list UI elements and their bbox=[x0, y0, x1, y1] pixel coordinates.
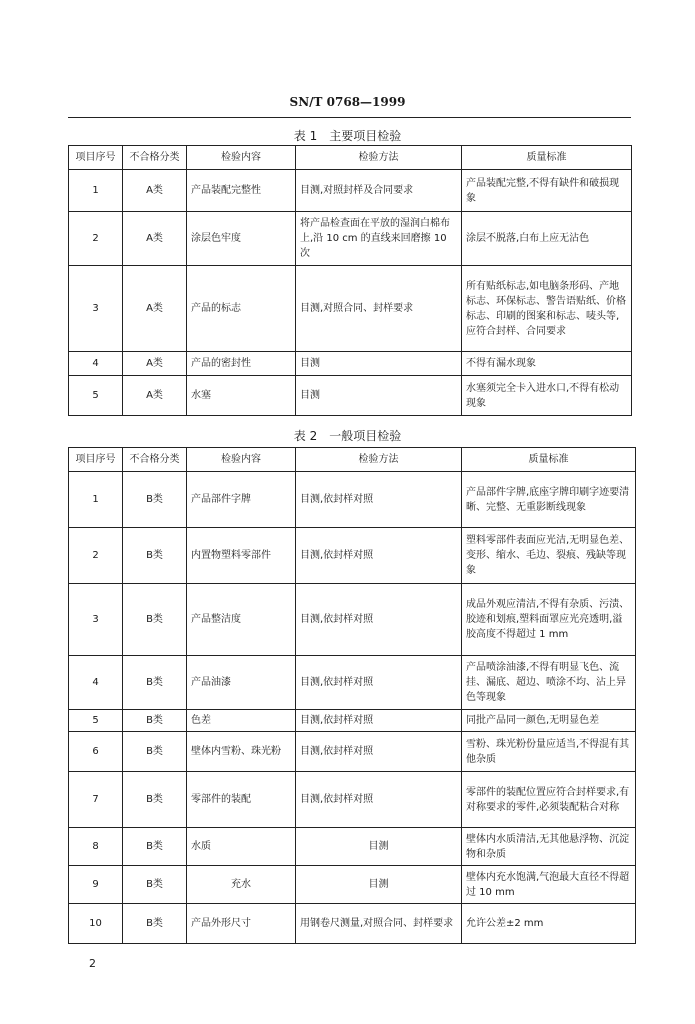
header-rule bbox=[68, 117, 631, 118]
standard-cell: 水塞须完全卡入进水口,不得有松动现象 bbox=[462, 376, 632, 416]
table-row bbox=[69, 528, 636, 584]
table1-col-header: 质量标准 bbox=[462, 146, 632, 170]
item-no-cell: 4 bbox=[69, 352, 123, 376]
standard-cell: 壁体内充水饱满,气泡最大直径不得超过 10 mm bbox=[462, 866, 636, 904]
category-cell: B类 bbox=[123, 904, 187, 944]
content-cell: 充水 bbox=[187, 866, 296, 904]
table2-col-header: 项目序号 bbox=[69, 448, 123, 472]
standard-cell: 雪粉、珠光粉份量应适当,不得混有其他杂质 bbox=[462, 732, 636, 772]
table-row bbox=[69, 472, 636, 528]
standard-cell: 壁体内水质清洁,无其他悬浮物、沉淀物和杂质 bbox=[462, 828, 636, 866]
method-cell: 目测 bbox=[296, 828, 462, 866]
standard-cell: 所有贴纸标志,如电脑条形码、产地标志、环保标志、警告语贴纸、价格标志、印刷的图案和标志、唛头等,应符合封样、合同要求 bbox=[462, 266, 632, 352]
item-no-cell: 8 bbox=[69, 828, 123, 866]
category-cell: B类 bbox=[123, 584, 187, 656]
table1-col-header: 检验内容 bbox=[187, 146, 296, 170]
standard-cell: 产品装配完整,不得有缺件和破损现象 bbox=[462, 170, 632, 212]
item-no-cell: 7 bbox=[69, 772, 123, 828]
content-cell: 壁体内雪粉、珠光粉 bbox=[187, 732, 296, 772]
content-cell: 色差 bbox=[187, 710, 296, 732]
method-cell: 目测,依封样对照 bbox=[296, 656, 462, 710]
item-no-cell: 4 bbox=[69, 656, 123, 710]
item-no-cell: 10 bbox=[69, 904, 123, 944]
content-cell: 内置物塑料零部件 bbox=[187, 528, 296, 584]
method-cell: 目测,依封样对照 bbox=[296, 528, 462, 584]
standard-cell: 零部件的装配位置应符合封样要求,有对称要求的零件,必须装配粘合对称 bbox=[462, 772, 636, 828]
content-cell: 水塞 bbox=[187, 376, 296, 416]
table1-header-row bbox=[69, 146, 632, 170]
content-cell: 产品外形尺寸 bbox=[187, 904, 296, 944]
table-row bbox=[69, 732, 636, 772]
item-no-cell: 5 bbox=[69, 710, 123, 732]
content-cell: 产品部件字牌 bbox=[187, 472, 296, 528]
content-cell: 涂层色牢度 bbox=[187, 212, 296, 266]
table-row bbox=[69, 170, 632, 212]
content-cell: 产品的标志 bbox=[187, 266, 296, 352]
table-row bbox=[69, 772, 636, 828]
method-cell: 目测,依封样对照 bbox=[296, 472, 462, 528]
table2-header-row bbox=[69, 448, 636, 472]
table1-col-header: 不合格分类 bbox=[123, 146, 187, 170]
table2-general-inspection bbox=[68, 447, 636, 944]
content-cell: 水质 bbox=[187, 828, 296, 866]
item-no-cell: 2 bbox=[69, 212, 123, 266]
method-cell: 将产品检查面在平放的湿润白棉布上,沿 10 cm 的直线来回磨擦 10 次 bbox=[296, 212, 462, 266]
table-row bbox=[69, 266, 632, 352]
method-cell: 目测,依封样对照 bbox=[296, 772, 462, 828]
table-row bbox=[69, 904, 636, 944]
standard-cell: 产品喷涂油漆,不得有明显飞色、流挂、漏底、超边、喷涂不均、沾上异色等现象 bbox=[462, 656, 636, 710]
item-no-cell: 3 bbox=[69, 266, 123, 352]
content-cell: 产品装配完整性 bbox=[187, 170, 296, 212]
table1-col-header: 项目序号 bbox=[69, 146, 123, 170]
category-cell: A类 bbox=[123, 376, 187, 416]
category-cell: B类 bbox=[123, 732, 187, 772]
category-cell: A类 bbox=[123, 266, 187, 352]
method-cell: 目测 bbox=[296, 866, 462, 904]
item-no-cell: 3 bbox=[69, 584, 123, 656]
table-row bbox=[69, 828, 636, 866]
method-cell: 目测 bbox=[296, 352, 462, 376]
item-no-cell: 1 bbox=[69, 170, 123, 212]
table2-col-header: 检验内容 bbox=[187, 448, 296, 472]
table-row bbox=[69, 710, 636, 732]
standard-cell: 允许公差±2 mm bbox=[462, 904, 636, 944]
standard-cell: 不得有漏水现象 bbox=[462, 352, 632, 376]
table2-caption: 表 2 一般项目检验 bbox=[293, 429, 402, 443]
page-number: 2 bbox=[89, 957, 96, 970]
method-cell: 目测,依封样对照 bbox=[296, 584, 462, 656]
content-cell: 产品整洁度 bbox=[187, 584, 296, 656]
item-no-cell: 9 bbox=[69, 866, 123, 904]
standard-cell: 涂层不脱落,白布上应无沾色 bbox=[462, 212, 632, 266]
category-cell: B类 bbox=[123, 528, 187, 584]
method-cell: 用钢卷尺测量,对照合同、封样要求 bbox=[296, 904, 462, 944]
standard-cell: 产品部件字牌,底座字牌印刷字迹要清晰、完整、无重影断线现象 bbox=[462, 472, 636, 528]
category-cell: A类 bbox=[123, 352, 187, 376]
table-row bbox=[69, 866, 636, 904]
item-no-cell: 5 bbox=[69, 376, 123, 416]
item-no-cell: 2 bbox=[69, 528, 123, 584]
method-cell: 目测,对照合同、封样要求 bbox=[296, 266, 462, 352]
table2-col-header: 不合格分类 bbox=[123, 448, 187, 472]
standard-cell: 同批产品同一颜色,无明显色差 bbox=[462, 710, 636, 732]
content-cell: 产品的密封性 bbox=[187, 352, 296, 376]
category-cell: B类 bbox=[123, 656, 187, 710]
category-cell: B类 bbox=[123, 866, 187, 904]
method-cell: 目测,依封样对照 bbox=[296, 732, 462, 772]
method-cell: 目测 bbox=[296, 376, 462, 416]
table-row bbox=[69, 656, 636, 710]
item-no-cell: 1 bbox=[69, 472, 123, 528]
table-row bbox=[69, 584, 636, 656]
standard-code: SN/T 0768—1999 bbox=[289, 95, 406, 109]
table-row bbox=[69, 352, 632, 376]
table-row bbox=[69, 212, 632, 266]
table2-col-header: 检验方法 bbox=[296, 448, 462, 472]
table2-col-header: 质量标准 bbox=[462, 448, 636, 472]
table1-caption: 表 1 主要项目检验 bbox=[293, 129, 402, 143]
category-cell: B类 bbox=[123, 472, 187, 528]
category-cell: B类 bbox=[123, 772, 187, 828]
category-cell: B类 bbox=[123, 828, 187, 866]
standard-cell: 成品外观应清洁,不得有杂质、污渍、胶迹和划痕,塑料面罩应光亮透明,溢胶高度不得超过 1 mm bbox=[462, 584, 636, 656]
table-row bbox=[69, 376, 632, 416]
category-cell: A类 bbox=[123, 170, 187, 212]
method-cell: 目测,对照封样及合同要求 bbox=[296, 170, 462, 212]
method-cell: 目测,依封样对照 bbox=[296, 710, 462, 732]
content-cell: 产品油漆 bbox=[187, 656, 296, 710]
item-no-cell: 6 bbox=[69, 732, 123, 772]
table1-col-header: 检验方法 bbox=[296, 146, 462, 170]
table1-main-inspection bbox=[68, 145, 632, 416]
content-cell: 零部件的装配 bbox=[187, 772, 296, 828]
category-cell: B类 bbox=[123, 710, 187, 732]
category-cell: A类 bbox=[123, 212, 187, 266]
standard-cell: 塑料零部件表面应光洁,无明显色差、变形、缩水、毛边、裂痕、残缺等现象 bbox=[462, 528, 636, 584]
